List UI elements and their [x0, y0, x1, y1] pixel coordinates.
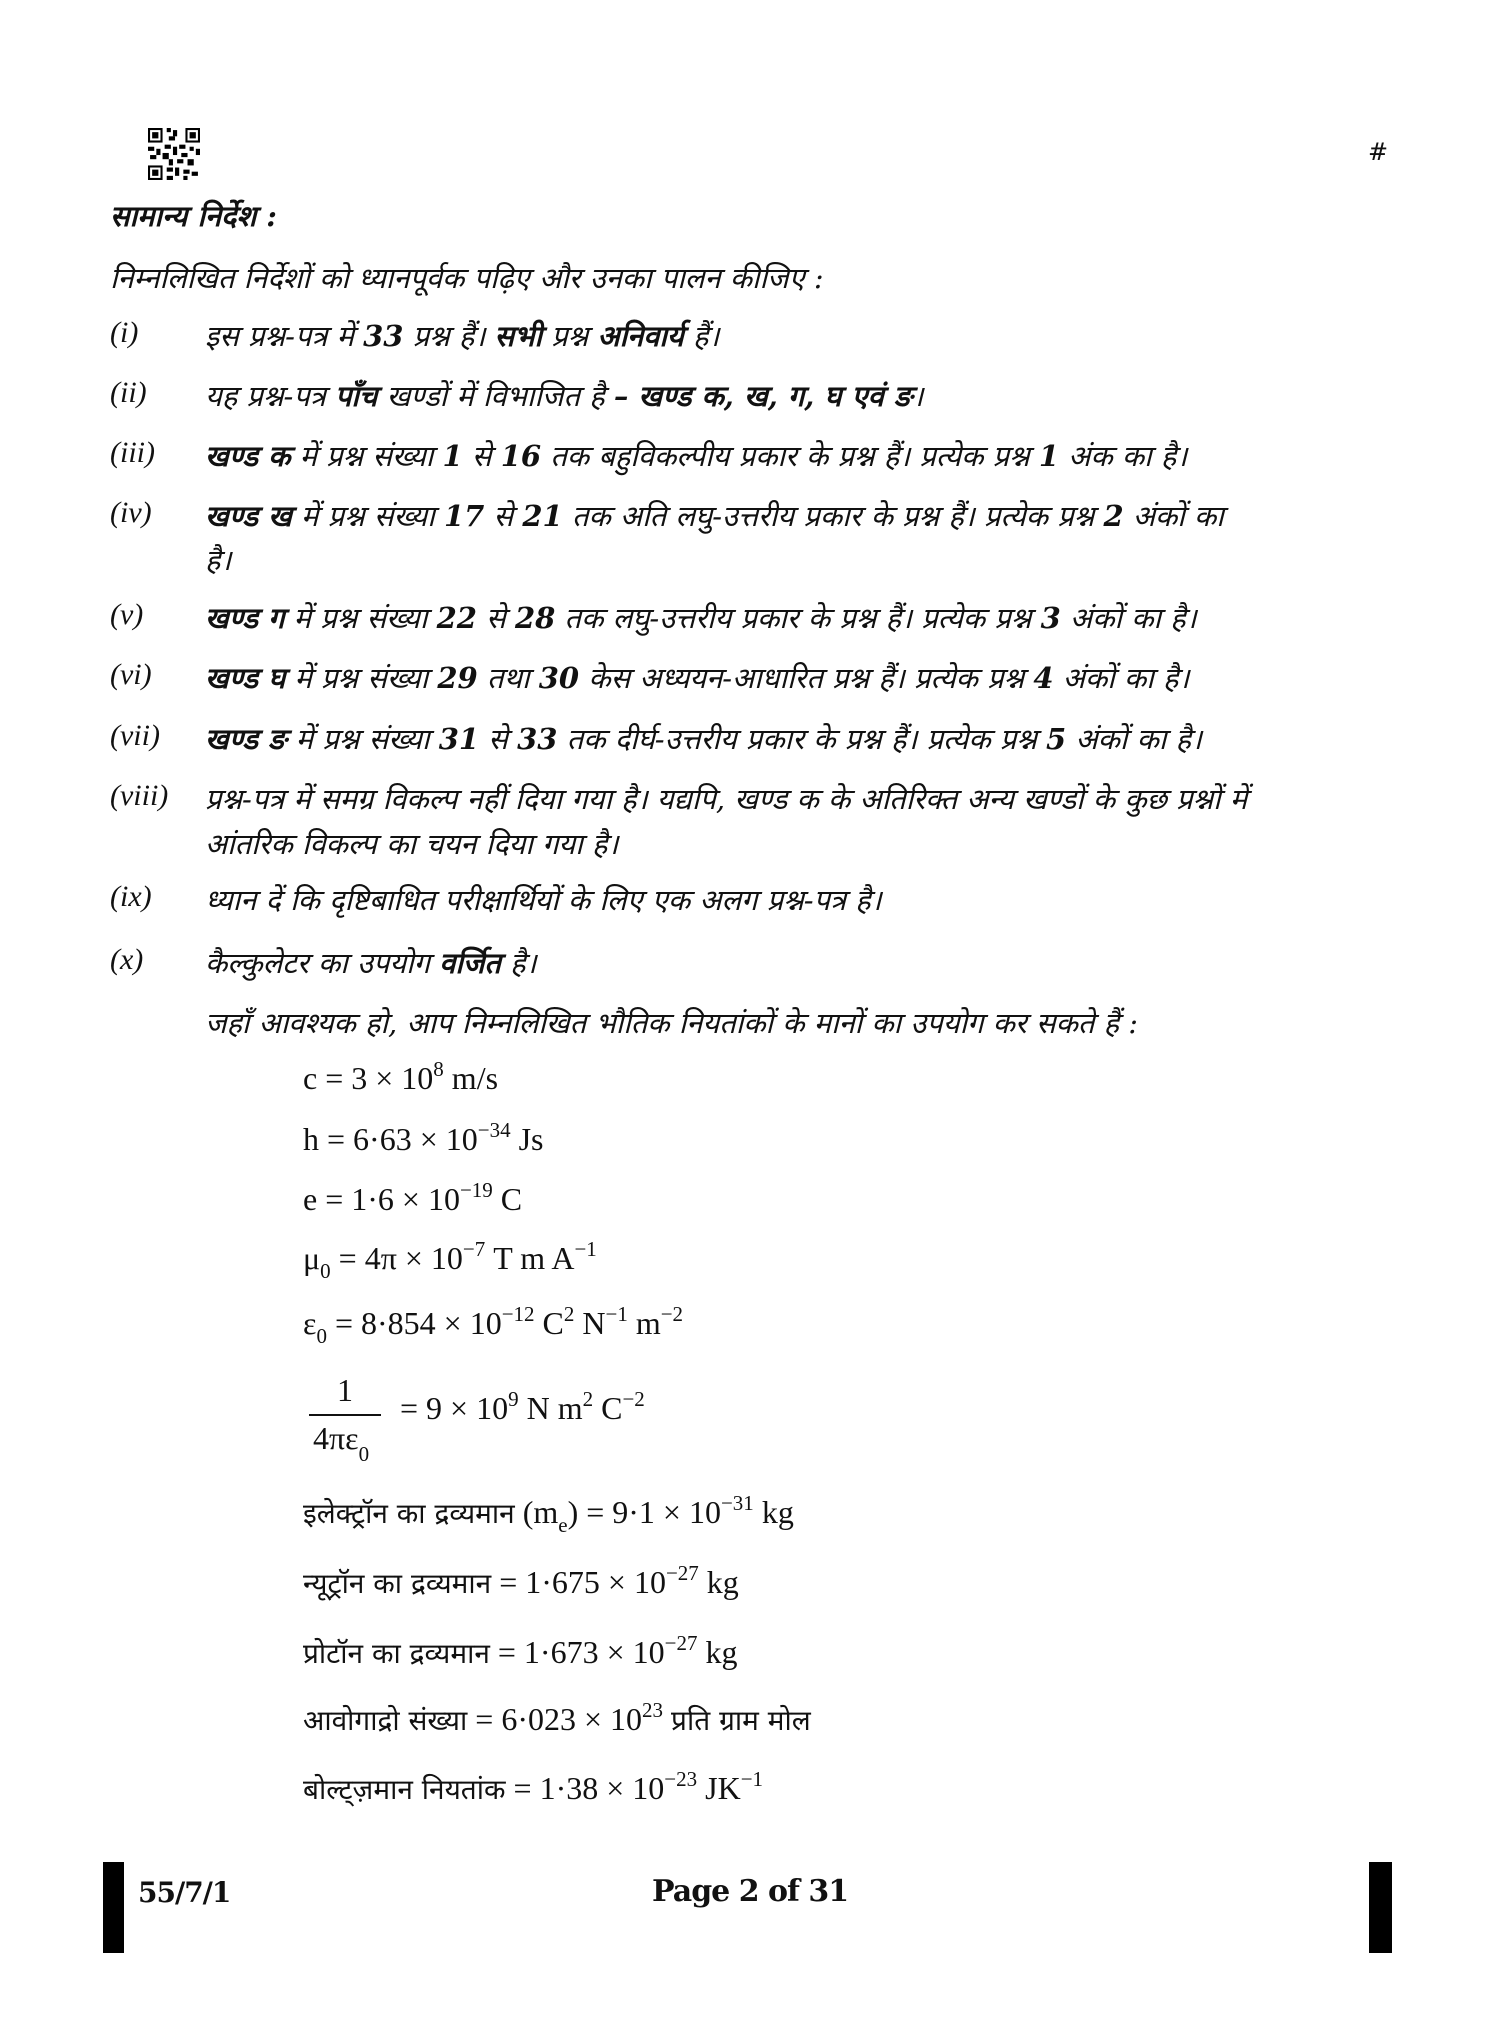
- footer-right-bar: [1369, 1862, 1392, 1953]
- instruction-item-continued: है।: [205, 543, 232, 577]
- coulomb-constant-fraction: 1 $4\pi\varepsilon_0$: [303, 1372, 383, 1468]
- constant-epsilon0: $\varepsilon_0 = 8\cdot 854 \times 10^{-12}$ $C^2$ $N^{-1}$ $m^{-2}$: [303, 1302, 684, 1348]
- instruction-item: खण्ड घ में प्रश्न संख्या 29 तथा 30 केस अध्ययन-आधारित प्रश्न हैं। प्रत्येक प्रश्न 4 अंकों का है।: [205, 661, 1190, 695]
- constant-proton-mass: प्रोटॉन का द्रव्यमान = $1\cdot 673 \times 10^{-27}$ kg: [303, 1631, 738, 1670]
- page-mark: #: [1368, 138, 1389, 166]
- instruction-item: खण्ड ख में प्रश्न संख्या 17 से 21 तक अति लघु-उत्तरीय प्रकार के प्रश्न हैं। प्रत्येक प्रश्न 2 अंकों का: [205, 499, 1224, 533]
- constant-coulomb: = $9 \times 10^9$ N $m^2$ $C^{-2}$: [400, 1387, 645, 1426]
- item-number: (vii): [110, 719, 160, 752]
- constant-avogadro: आवोगाद्रो संख्या = $6\cdot 023 \times 10^{23}$ प्रति ग्राम मोल: [303, 1698, 811, 1737]
- instruction-item: खण्ड ङ में प्रश्न संख्या 31 से 33 तक दीर्घ-उत्तरीय प्रकार के प्रश्न हैं। प्रत्येक प्रश्न 5 अंकों का है।: [205, 722, 1203, 756]
- instruction-item: खण्ड क में प्रश्न संख्या 1 से 16 तक बहुविकल्पीय प्रकार के प्रश्न हैं। प्रत्येक प्रश्न 1 अंक का है।: [205, 439, 1188, 473]
- item-number: (v): [110, 598, 144, 631]
- instructions-heading: सामान्य निर्देश :: [110, 199, 277, 233]
- item-number: (vi): [110, 658, 152, 691]
- constant-mu0: $\mu_0 = 4\pi \times 10^{-7}$ T m $A^{-1}$: [303, 1237, 597, 1283]
- instruction-item: प्रश्न-पत्र में समग्र विकल्प नहीं दिया गया है। यद्यपि, खण्ड क के अतिरिक्त अन्य खण्डों के कुछ प्रश्नों में: [205, 782, 1248, 816]
- page-number: Page 2 of 31: [652, 1874, 849, 1909]
- footer-left-bar: [103, 1862, 124, 1953]
- item-number: (ix): [110, 880, 152, 913]
- item-number: (iv): [110, 496, 152, 529]
- instructions-intro: निम्नलिखित निर्देशों को ध्यानपूर्वक पढ़िए और उनका पालन कीजिए :: [110, 261, 824, 295]
- item-number: (ii): [110, 376, 147, 409]
- instruction-item: खण्ड ग में प्रश्न संख्या 22 से 28 तक लघु-उत्तरीय प्रकार के प्रश्न हैं। प्रत्येक प्रश्न 3 अंकों का है।: [205, 601, 1197, 635]
- constant-electron-mass: इलेक्ट्रॉन का द्रव्यमान $(m_e) = 9\cdot 1 \times 10^{-31}$ kg: [303, 1491, 794, 1537]
- item-number: (i): [110, 316, 139, 349]
- constants-intro: जहाँ आवश्यक हो, आप निम्नलिखित भौतिक नियतांकों के मानों का उपयोग कर सकते हैं :: [205, 1006, 1139, 1040]
- paper-code: 55/7/1: [138, 1876, 231, 1909]
- instruction-item: यह प्रश्न-पत्र पाँच खण्डों में विभाजित है – खण्ड क, ख, ग, घ एवं ङ।: [205, 379, 924, 413]
- instruction-item: कैल्कुलेटर का उपयोग वर्जित है।: [205, 946, 537, 980]
- constant-electron-charge: $e = 1\cdot 6 \times 10^{-19}$ C: [303, 1178, 523, 1217]
- item-number: (viii): [110, 779, 169, 812]
- item-number: (iii): [110, 436, 155, 469]
- instruction-item: इस प्रश्न-पत्र में 33 प्रश्न हैं। सभी प्रश्न अनिवार्य हैं।: [205, 319, 720, 353]
- instruction-item-continued: आंतरिक विकल्प का चयन दिया गया है।: [205, 827, 619, 861]
- constant-planck: $h = 6\cdot 63 \times 10^{-34}$ Js: [303, 1118, 544, 1157]
- instruction-item: ध्यान दें कि दृष्टिबाधित परीक्षार्थियों के लिए एक अलग प्रश्न-पत्र है।: [205, 883, 882, 917]
- qr-code-icon: [148, 128, 200, 180]
- constant-speed-of-light: $c = 3 \times 10^8$ m/s: [303, 1057, 499, 1096]
- item-number: (x): [110, 943, 144, 976]
- constant-boltzmann: बोल्ट्ज़मान नियतांक = $1\cdot 38 \times 10^{-23}$ $JK^{-1}$: [303, 1767, 764, 1806]
- constant-neutron-mass: न्यूट्रॉन का द्रव्यमान = $1\cdot 675 \times 10^{-27}$ kg: [303, 1561, 739, 1600]
